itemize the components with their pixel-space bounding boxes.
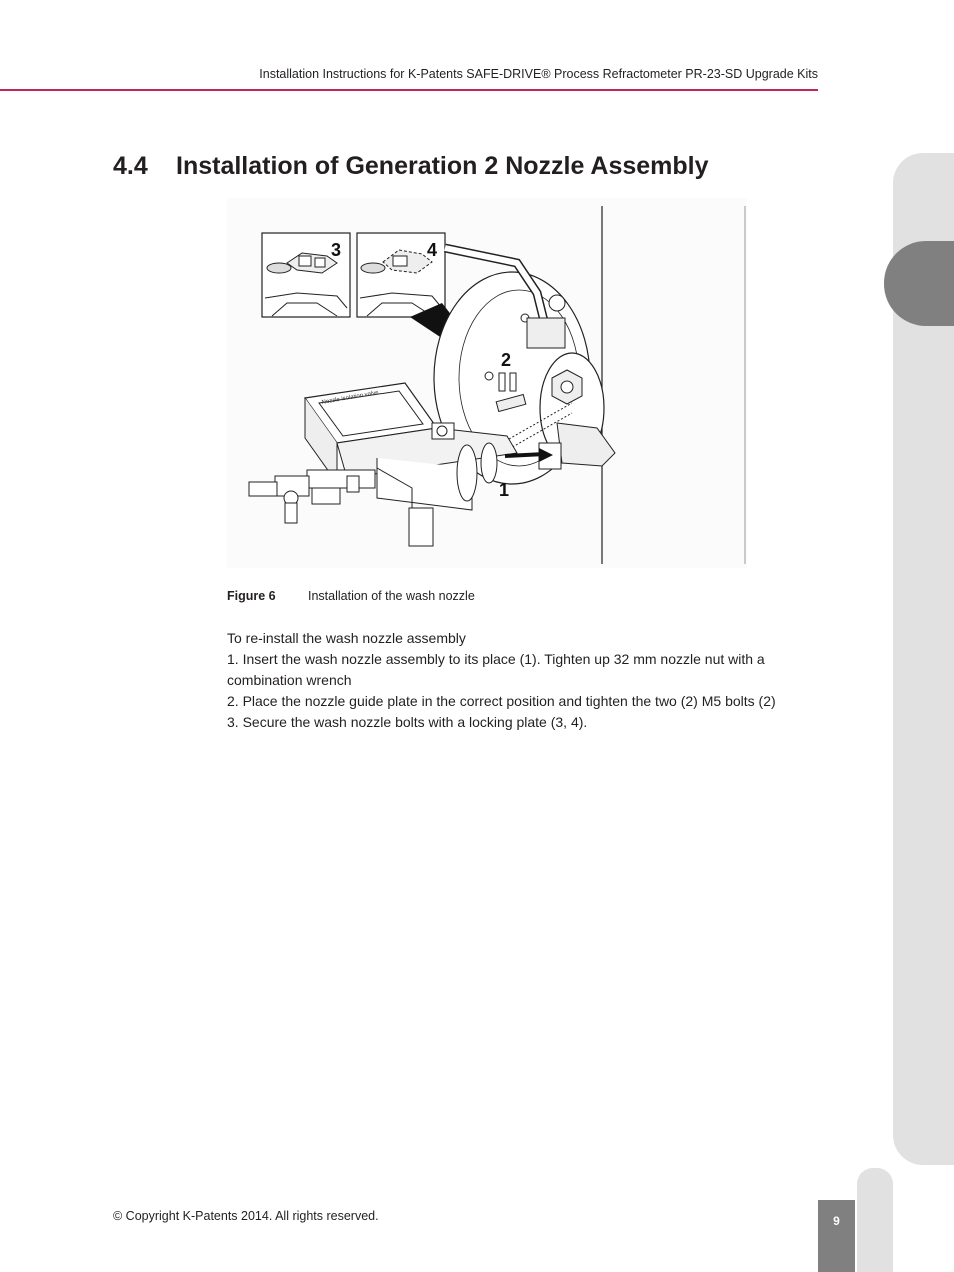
page-number-box <box>818 1200 855 1272</box>
section-heading <box>113 152 709 181</box>
callout-1: 1 <box>499 480 510 500</box>
figure-caption <box>227 589 475 603</box>
callout-3: 3 <box>331 240 342 260</box>
section-number: 4.4 <box>113 152 148 180</box>
header-rule <box>0 89 818 91</box>
running-header: Installation Instructions for K-Patents SAFE-DRIVE® Process Refractometer PR-23-SD Upgrade Kits <box>259 67 818 81</box>
figure-caption-text: Installation of the wash nozzle <box>308 589 475 603</box>
inset-detail-4 <box>357 233 445 317</box>
copyright-footer: © Copyright K-Patents 2014. All rights reserved. <box>113 1209 379 1223</box>
page-strip <box>857 1168 893 1272</box>
instructions-intro: To re-install the wash nozzle assembly <box>227 630 466 646</box>
callout-4: 4 <box>427 240 438 260</box>
instructions <box>227 628 807 733</box>
instruction-step-3: 3. Secure the wash nozzle bolts with a locking plate (3, 4). <box>227 714 588 730</box>
page-number: 9 <box>833 1214 840 1228</box>
inset-detail-3 <box>262 233 350 317</box>
figure-label: Figure 6 <box>227 589 276 603</box>
instruction-step-2: 2. Place the nozzle guide plate in the correct position and tighten the two (2) M5 bolts (2) <box>227 693 776 709</box>
nozzle-illustration <box>227 198 747 568</box>
figure-wash-nozzle <box>227 198 747 568</box>
instruction-step-1: 1. Insert the wash nozzle assembly to its place (1). Tighten up 32 mm nozzle nut with a combination wrench <box>227 651 765 688</box>
section-title: Installation of Generation 2 Nozzle Assembly <box>176 152 709 180</box>
callout-2: 2 <box>501 350 512 370</box>
valve-label: Nozzle isolation valve <box>321 390 380 406</box>
